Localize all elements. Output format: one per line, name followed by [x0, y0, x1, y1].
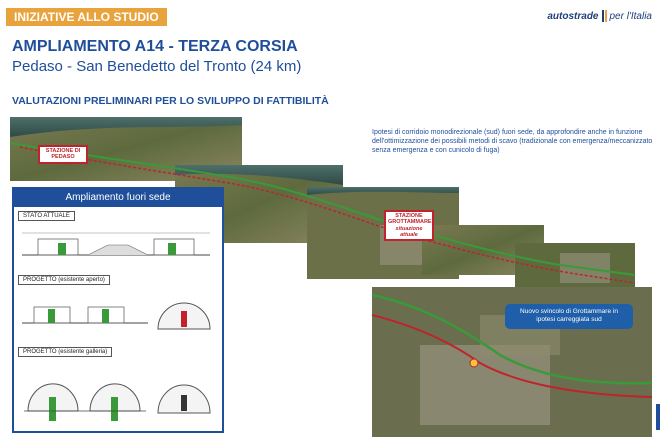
- slide-edge-marker: [656, 404, 660, 430]
- junction-marker: [470, 359, 478, 367]
- label-progetto-aperto: PROGETTO (esistente aperto): [18, 275, 110, 285]
- label-stato-attuale: STATO ATTUALE: [18, 211, 75, 221]
- station-label-pedaso: STAZIONE DI PEDASO: [38, 145, 88, 164]
- label-progetto-galleria: PROGETTO (esistente galleria): [18, 347, 112, 357]
- logo-main: autostrade: [547, 10, 599, 22]
- station-label-grottammare: [384, 210, 434, 241]
- logo-bar-icon: [602, 10, 604, 22]
- page-title: AMPLIAMENTO A14 - TERZA CORSIA: [12, 38, 298, 55]
- corridor-note: Ipotesi di corridoio monodirezionale (sud) fuori sede, da approfondire anche in funzione dell'ottimizzazione dei possibili metodi di scavo (tradizionale con emergenza/meccanizzato senza emergenza e con cunicolo di fuga): [372, 129, 653, 155]
- cross-section-project-tunnel: [18, 361, 214, 427]
- section-tag: INIZIATIVE ALLO STUDIO: [6, 8, 167, 26]
- grottammare-label-line2: situazione attuale: [395, 225, 423, 238]
- panel-heading: Ampliamento fuori sede: [14, 189, 222, 207]
- cross-section-panel: [12, 187, 224, 433]
- logo-sub: per l'Italia: [609, 10, 652, 22]
- cross-section-project-open: [18, 289, 214, 339]
- page-subtitle: Pedaso - San Benedetto del Tronto (24 km): [12, 58, 302, 75]
- grottammare-label-line1: STAZIONE GROTTAMMARE: [388, 213, 432, 226]
- cross-section-current: [18, 225, 214, 269]
- junction-callout: Nuovo svincolo di Grottammare in ipotesi carreggiata sud: [505, 304, 633, 329]
- logo-bar-accent-icon: [605, 10, 607, 22]
- section-title: VALUTAZIONI PRELIMINARI PER LO SVILUPPO DI FATTIBILITÀ: [12, 95, 329, 107]
- brand-logo: [547, 10, 652, 22]
